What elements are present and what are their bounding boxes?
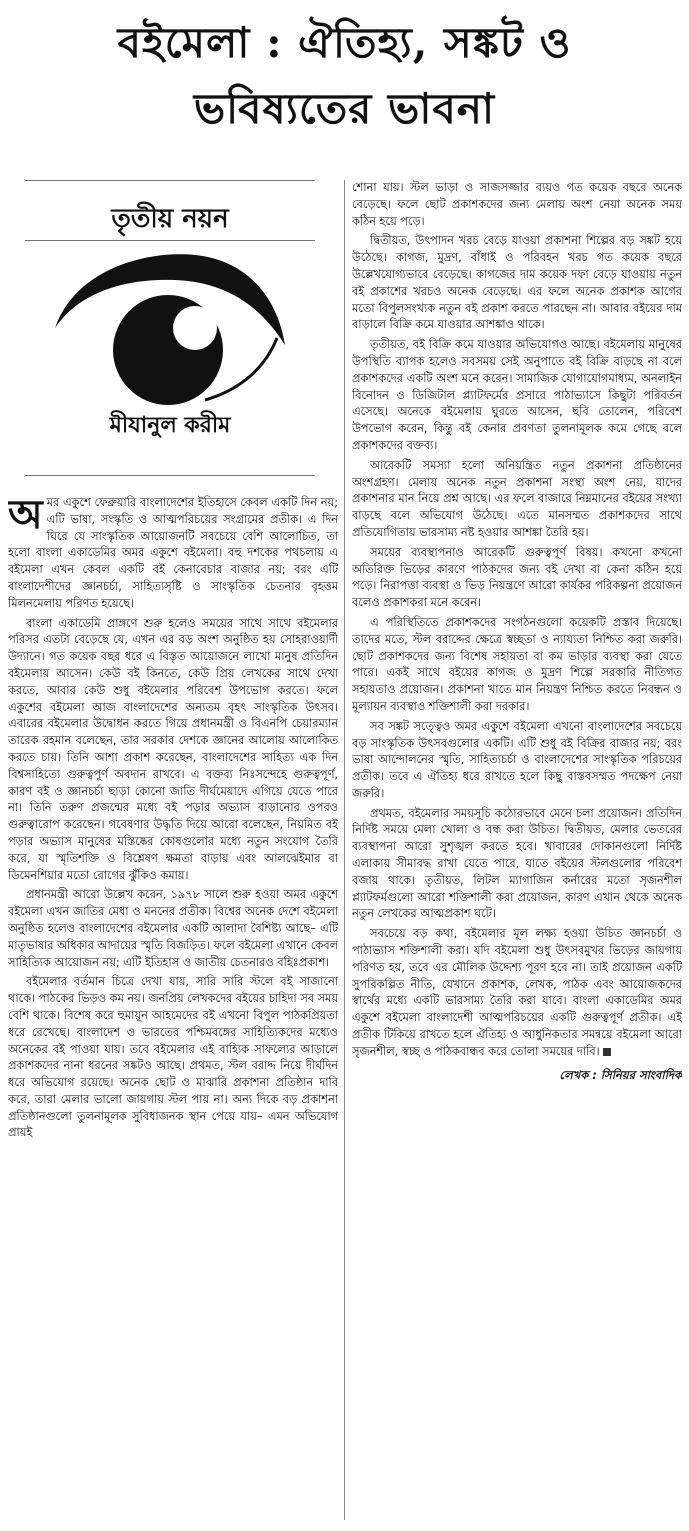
article-column-right (352, 180, 682, 1520)
column-header-box (25, 180, 315, 480)
headline-line-2: ভবিষ্যতের ভাবনা (193, 84, 496, 133)
article-paragraph: তৃতীয়ত, বই বিক্রি কমে যাওয়ার অভিযোগও আছে। বইমেলায় মানুষের উপস্থিতি ব্যাপক হলেও সবসময় সেই অনুপাতে বই বিক্রি বাড়ছে না বলে প্রকাশকদের একটি অংশ মনে করেন। সামাজিক যোগাযোগমাধ্যম, অনলাইন বিনোদন ও ডিজিটাল প্ল্যাটফর্মের প্রসারে পাঠাভ্যাসে কিছুটা পরিবর্তন এসেছে। অনেকে বইমেলায় ঘুরতে আসেন, ছবি তোলেন, পরিবেশ উপভোগ করেন, কিন্তু বই কেনার প্রবণতা তুলনামূলক কমে গেছে বলে প্রকাশকদের বক্তব্য। (352, 338, 682, 452)
article-paragraph: আরেকটি সমস্যা হলো অনিয়ন্ত্রিত নতুন প্রকাশনা প্রতিষ্ঠানের অংশগ্রহণ। মেলায় অনেক নতুন প্রকাশনা সংস্থা অংশ নেয়, যাদের প্রকাশনার মান নিয়ে প্রশ্ন আছে। এর ফলে বাজারে নিম্নমানের বইয়ের সংখ্যা বাড়ছে বলে অভিযোগ উঠেছে। এতে মানসম্মত প্রকাশকদের সাথে প্রতিযোগিতায় ভারসাম্য নষ্ট হওয়ার আশঙ্কা তৈরি হয়। (352, 458, 682, 539)
article-paragraph: এ পরিস্থিতিতে প্রকাশকদের সংগঠনগুলো কয়েকটি প্রস্তাব দিয়েছে। তাদের মতে, স্টল বরাদ্দের ক্ষেত্রে স্বচ্ছতা ও ন্যায্যতা নিশ্চিত করা জরুরি। ছোট প্রকাশকদের জন্য বিশেষ সহায়তা বা কম ভাড়ার ব্যবস্থা করা যেতে পারে। একই সাথে বইয়ের কাগজ ও মুদ্রণ শিল্পে সরকারি নীতিগত সহায়তাও প্রয়োজন। প্রকাশনা খাতে মান নিয়ন্ত্রণ নিশ্চিত করতে নিবন্ধন ও মূল্যায়ন ব্যবস্থাও শক্তিশালী করা দরকার। (352, 615, 682, 713)
article-paragraph: বইমেলার বর্তমান চিত্রে দেখা যায়, সারি সারি স্টলে বই সাজানো থাকে। পাঠকের ভিড়ও কম নয়। জনপ্রিয় লেখকদের বইয়ের চাহিদা সব সময় বেশি থাকে। বিশেষ করে হুমায়ূন আহমেদের বই এখনো বিপুল পাঠকপ্রিয়তা ধরে রেখেছে। বাংলাদেশ ও ভারতের পশ্চিমবঙ্গের সাহিত্যিকদের মধ্যেও অনেকের বই পাওয়া যায়। তবে বইমেলার এই বাহ্যিক সাফল্যের আড়ালে প্রকাশকদের নানা ধরনের সঙ্কটও আছে। প্রথমত, স্টল বরাদ্দ নিয়ে দীর্ঘদিন ধরে অভিযোগ রয়েছে। অনেক ছোট ও মাঝারি প্রকাশনা প্রতিষ্ঠান দাবি করে, তারা মেলার ভালো জায়গায় স্টল পায় না। অন্য দিকে বড় প্রকাশনা প্রতিষ্ঠানগুলো তুলনামূলক সুবিধাজনক স্থান পেয়ে যায়– এমন অভিযোগ প্রায়ই (8, 975, 338, 1140)
headline-line-1: বইমেলা : ঐতিহ্য, সঙ্কট ও (117, 18, 572, 67)
end-square-icon (603, 1048, 611, 1056)
article-paragraph: সব সঙ্কট সত্ত্বেও অমর একুশে বইমেলা এখনো বাংলাদেশের সবচেয়ে বড় সাংস্কৃতিক উৎসবগুলোর একটি। এটি শুধু বই বিক্রির বাজার নয়; বরং ভাষা আন্দোলনের স্মৃতি, সাহিত্যচর্চা ও বাংলাদেশের সাংস্কৃতিক পরিচয়ের প্রতীক। তবে এ ঐতিহ্য ধরে রাখতে হলে কিছু বাস্তবসম্মত পদক্ষেপ নেয়া জরুরি। (352, 719, 682, 800)
article-column-left (8, 495, 338, 1525)
article-paragraph-last: সবচেয়ে বড় কথা, বইমেলার মূল লক্ষ্য হওয়া উচিত জ্ঞানচর্চা ও পাঠাভ্যাস শক্তিশালী করা। যদি বইমেলা শুধু উৎসবমুখর ভিড়ের জায়গায় পরিণত হয়, তবে এর মৌলিক উদ্দেশ্য পূরণ হবে না। তাই প্রয়োজন একটি সুপরিকল্পিত নীতি, যেখানে প্রকাশক, লেখক, পাঠক এবং আয়োজকদের স্বার্থের মধ্যে একটি ভারসাম্য তৈরি করা যাবে। বাংলা একাডেমির অমর একুশে বইমেলা বাংলাদেশী আত্মপরিচয়ের একটি গুরুত্বপূর্ণ প্রতীক। এই প্রতীক টিকিয়ে রাখতে হলে ঐতিহ্য ও আধুনিকতার সমন্বয়ে বইমেলা আরো সৃজনশীল, স্বচ্ছ ও পাঠকবান্ধব করে তোলা সময়ের দাবি। (352, 927, 682, 1058)
article-paragraph: প্রধানমন্ত্রী আরো উল্লেখ করেন, ১৯৭৮ সালে শুরু হওয়া অমর একুশে বইমেলা এখন জাতির মেধা ও মননের প্রতীক। বিশ্বের অনেক দেশে বইমেলা অনুষ্ঠিত হলেও বাংলাদেশের বইমেলার একটি আলাদা বৈশিষ্ট্য আছে– এটি মাতৃভাষার অধিকার আদায়ের স্মৃতি বিজড়িত। ফলে বইমেলা এখানে কেবল সাহিত্যিক আয়োজন নয়; এটি ইতিহাস ও জাতীয় চেতনারও বহিঃপ্রকাশ। (8, 888, 338, 969)
column-divider (344, 180, 345, 1520)
bottom-rule (25, 475, 315, 476)
top-rule (25, 180, 315, 181)
article-paragraph: সময়ের ব্যবস্থাপনাও আরেকটি গুরুত্বপূর্ণ বিষয়। কখনো কখনো অতিরিক্ত ভিড়ের কারণে পাঠকদের জন্য বই দেখা বা কেনা কঠিন হয়ে পড়ে। নিরাপত্তা ব্যবস্থা ও ভিড় নিয়ন্ত্রণে আরো কার্যকর পরিকল্পনা প্রয়োজন বলেও প্রকাশকরা মনে করেন। (352, 545, 682, 610)
drop-cap: অ (8, 495, 43, 538)
article-paragraph: অমর একুশে ফেব্রুয়ারি বাংলাদেশের ইতিহাসে কেবল একটি দিন নয়; এটি ভাষা, সংস্কৃতি ও আত্মপরিচয়ের সংগ্রামের প্রতীক। এ দিন ঘিরে যে সাংস্কৃতিক আয়োজনটি সবচেয়ে বেশি আলোচিত, তা হলো বাংলা একাডেমির অমর একুশে বইমেলা। বহু দশকের পথচলায় এ বইমেলা এখন কেবল একটি বই কেনাবেচার বাজার নয়; বরং এটি বাংলাদেশীদের জ্ঞানচর্চা, সাহিত্যসৃষ্টি ও সাংস্কৃতিক চেতনার বৃহত্তম মিলনমেলায় পরিণত হয়েছে। (8, 495, 338, 610)
byline: লেখক : সিনিয়র সাংবাদিক (559, 1067, 682, 1082)
headline (8, 10, 681, 142)
article-paragraph: বাংলা একাডেমি প্রাঙ্গণে শুরু হলেও সময়ের সাথে সাথে বইমেলার পরিসর এতটা বেড়েছে যে, এখন এর বড় অংশ অনুষ্ঠিত হয় সোহরাওয়ার্দী উদ্যানে। গত কয়েক বছর ধরে এ বিস্তৃত আয়োজনে লাখো মানুষ প্রতিদিন বইমেলায় আসেন। কেউ বই কিনতে, কেউ প্রিয় লেখকের সাথে দেখা করতে, আবার কেউ শুধু বইমেলার পরিবেশ উপভোগ করতে। ফলে একুশের বইমেলা আজ বাংলাদেশের অন্যতম বৃহৎ সাংস্কৃতিক উৎসব। এবারের বইমেলার উদ্বোধন করতে গিয়ে প্রধানমন্ত্রী ও বিএনপি চেয়ারম্যান তারেক রহমান বলেছেন, তার সরকার দেশকে জ্ঞানের আলোয় আলোকিত করতে চায়। তিনি আশা প্রকাশ করেছেন, বাংলাদেশের সাহিত্য এক দিন বিশ্বসাহিত্যে গুরুত্বপূর্ণ অবদান রাখবে। এ বক্তব্য নিঃসন্দেহে গুরুত্বপূর্ণ, কারণ বই ও জ্ঞানচর্চা ছাড়া কোনো জাতি দীর্ঘমেয়াদে এগিয়ে যেতে পারে না। তিনি তরুণ প্রজন্মের মধ্যে বই পড়ার অভ্যাস বাড়ানোর ওপরও গুরুত্বারোপ করেছেন। গবেষণার উদ্ধৃতি দিয়ে আরো বলেছেন, নিয়মিত বই পড়ার অভ্যাস মানুষের মস্তিষ্কের কোষগুলোর মধ্যে নতুন সংযোগ তৈরি করে, যা স্মৃতিশক্তি ও বিশ্লেষণ ক্ষমতা বাড়ায় এবং আলঝেইমার বা ডিমেনশিয়ার মতো রোগের ঝুঁকিও কমায়। (8, 616, 338, 882)
article-paragraph: দ্বিতীয়ত, উৎপাদন খরচ বেড়ে যাওয়া প্রকাশনা শিল্পের বড় সঙ্কট হয়ে উঠেছে। কাগজ, মুদ্রণ, বাঁধাই ও পরিবহন খরচ গত কয়েক বছরে উল্লেখযোগ্যভাবে বেড়েছে। কাগজের দাম কয়েক দফা বেড়ে যাওয়ায় নতুন বই প্রকাশের খরচও অনেক বেড়েছে। এর ফলে অনেক প্রকাশক আগের মতো বিপুলসংখ্যক নতুন বই প্রকাশ করতে পারছেন না। আবার বইয়ের দাম বাড়ালে বিক্রি কমে যাওয়ার আশঙ্কাও থাকে। (352, 234, 682, 332)
column-name-rule (25, 240, 315, 241)
author-name: মীযানুল করীম (109, 412, 231, 438)
column-name: তৃতীয় নয়ন (111, 204, 229, 234)
article-paragraph: প্রথমত, বইমেলার সময়সূচি কঠোরভাবে মেনে চলা প্রয়োজন। প্রতিদিন নির্দিষ্ট সময়ে মেলা খোলা ও বন্ধ করা উচিত। দ্বিতীয়ত, মেলার ভেতরের ব্যবস্থাপনা আরো সুশৃঙ্খল করতে হবে। খাবারের দোকানগুলো নির্দিষ্ট এলাকায় সীমাবদ্ধ রাখা যেতে পারে, যাতে বইয়ের স্টলগুলোর পরিবেশ বজায় থাকে। তৃতীয়ত, লিটল ম্যাগাজিন কর্নারের মতো সৃজনশীল প্ল্যাটফর্মগুলো আরো শক্তিশালী করা প্রয়োজন, কারণ এখান থেকে অনেক নতুন লেখকের আত্মপ্রকাশ ঘটে। (352, 806, 682, 921)
article-paragraph: শোনা যায়। স্টল ভাড়া ও সাজসজ্জার ব্যয়ও গত কয়েক বছরে অনেক বেড়েছে। ফলে ছোট প্রকাশকদের জন্য মেলায় অংশ নেয়া অনেক সময় কঠিন হয়ে পড়ে। (352, 181, 682, 228)
eye-icon (55, 250, 285, 410)
eye-highlight (173, 306, 217, 350)
